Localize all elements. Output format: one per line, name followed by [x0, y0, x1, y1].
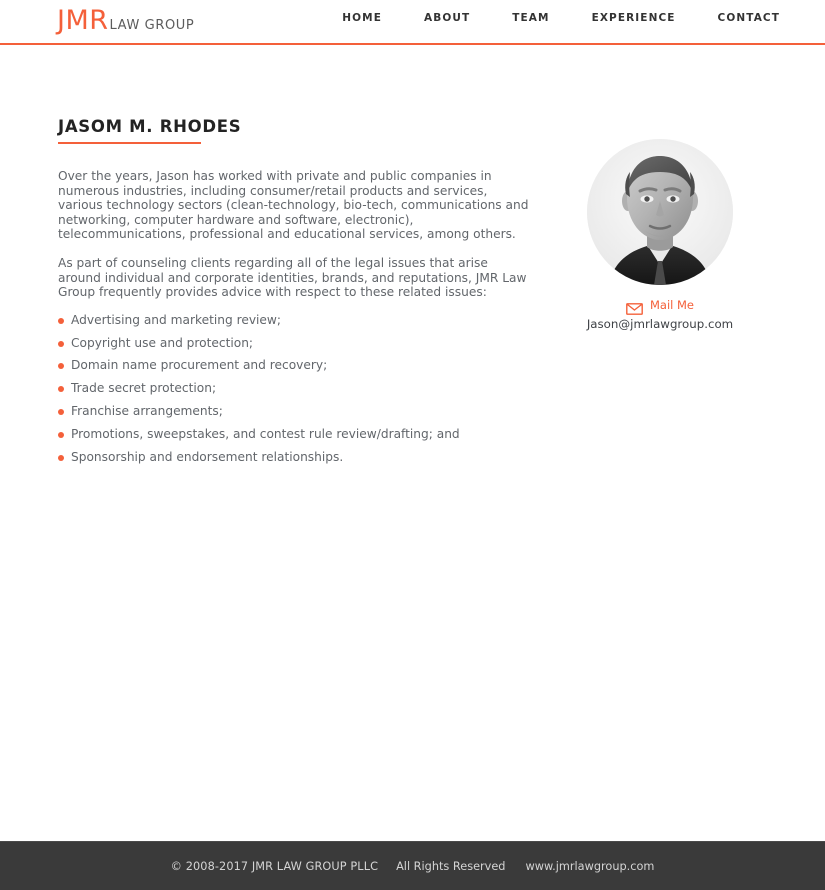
envelope-icon: [626, 300, 643, 312]
mail-me-label: Mail Me: [649, 298, 694, 313]
page-body: [0, 45, 825, 841]
page-title: JASOM M. RHODES: [58, 117, 242, 136]
mail-me-link[interactable]: [540, 300, 780, 312]
footer-content: [171, 860, 655, 873]
bio-paragraph-2: As part of counseling clients regarding all of the legal issues that arise around individual and corporate identities, brands, and reputations, JMR Law Group frequently provides advice with respect to these related issues:: [58, 255, 527, 300]
footer-website-link[interactable]: www.jmrlawgroup.com: [525, 859, 655, 873]
list-item: Advertising and marketing review;: [58, 314, 530, 326]
list-item: Copyright use and protection;: [58, 337, 530, 349]
avatar: [587, 139, 733, 285]
profile-panel: [540, 135, 780, 331]
list-item: Domain name procurement and recovery;: [58, 359, 530, 371]
title-underline-rule: [58, 142, 201, 144]
site-header: [0, 0, 825, 45]
related-issues-list: [58, 314, 530, 463]
nav-item-experience[interactable]: EXPERIENCE: [591, 12, 676, 24]
list-item: Sponsorship and endorsement relationships.: [58, 451, 530, 463]
nav-item-contact[interactable]: CONTACT: [717, 12, 780, 24]
primary-navigation: [342, 13, 780, 24]
bio-paragraph-1: Over the years, Jason has worked with private and public companies in numerous industries, including consumer/retail products and services, various technology sectors (clean-technology, bio-tech, communications and networking, computer hardware and software, electronic), telecommunications, professional and educational services, among others.: [58, 169, 529, 242]
biography-column: [58, 169, 530, 473]
nav-item-home[interactable]: HOME: [342, 12, 382, 24]
site-footer: [0, 841, 825, 890]
logo-subtitle-text: LAW GROUP: [109, 18, 195, 33]
logo-mark-text: JMR: [57, 5, 109, 36]
site-logo[interactable]: [57, 7, 194, 34]
list-item: Franchise arrangements;: [58, 405, 530, 417]
email-address[interactable]: Jason@jmrlawgroup.com: [586, 317, 734, 331]
list-item: Promotions, sweepstakes, and contest rule review/drafting; and: [58, 428, 530, 440]
footer-copyright: © 2008-2017 JMR LAW GROUP PLLC: [170, 859, 379, 873]
portrait-photo-icon: [587, 139, 733, 285]
list-item: Trade secret protection;: [58, 382, 530, 394]
footer-rights: All Rights Reserved: [396, 859, 506, 873]
nav-item-team[interactable]: TEAM: [512, 12, 550, 24]
nav-item-about[interactable]: ABOUT: [424, 12, 471, 24]
